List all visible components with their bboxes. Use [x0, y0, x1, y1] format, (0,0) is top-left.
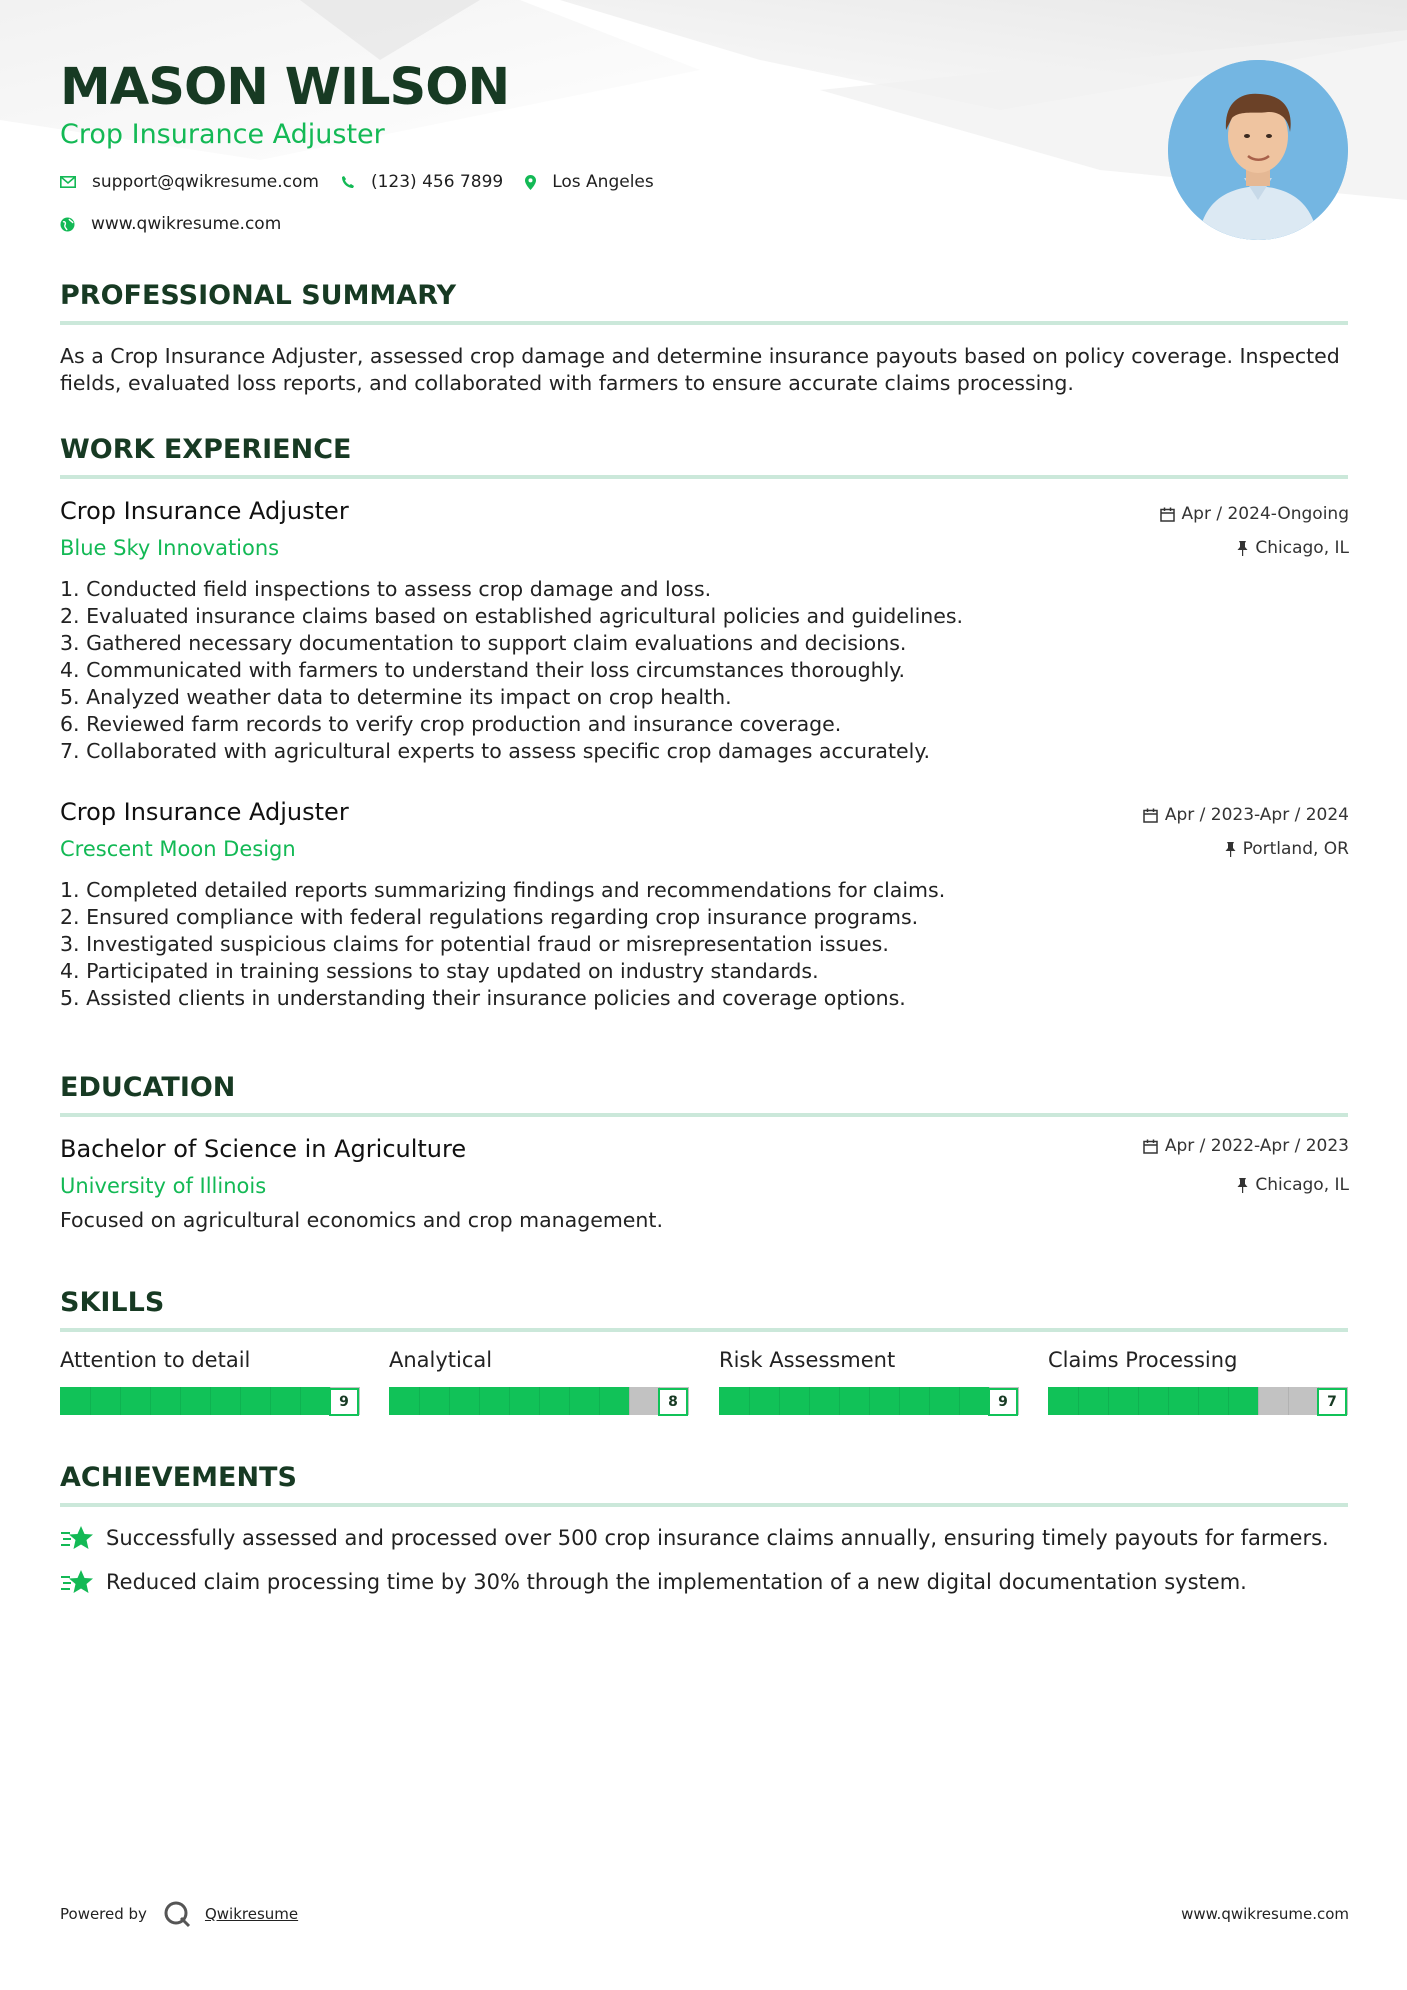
skill-rating-segment	[779, 1387, 780, 1415]
skill-rating-segment	[599, 1387, 600, 1415]
skill-score-badge: 9	[988, 1388, 1018, 1416]
skill-rating-segment	[569, 1387, 570, 1415]
job-company: Crescent Moon Design	[60, 837, 296, 861]
website-text: www.qwikresume.com	[91, 214, 282, 234]
skill-item	[719, 1347, 1019, 1410]
skill-rating-bar	[389, 1387, 689, 1415]
skill-rating-segment	[449, 1387, 450, 1415]
skill-rating-segment	[809, 1387, 810, 1415]
education-dates-text: Apr / 2022-Apr / 2023	[1164, 1136, 1349, 1156]
skill-item	[389, 1347, 689, 1410]
skill-rating-segment	[629, 1387, 630, 1415]
job-duties	[60, 576, 1260, 765]
skill-rating-segment	[1228, 1387, 1229, 1415]
skill-rating-segment	[539, 1387, 540, 1415]
job-dates-text: Apr / 2023-Apr / 2024	[1164, 805, 1349, 825]
duty-item: 1. Completed detailed reports summarizing findings and recommendations for claims.	[60, 878, 946, 902]
achievement-text: Reduced claim processing time by 30% through the implementation of a new digital documentation system.	[106, 1570, 1247, 1594]
skill-rating-segment	[899, 1387, 900, 1415]
skill-rating-segment	[1108, 1387, 1109, 1415]
skill-label: Claims Processing	[1048, 1348, 1238, 1372]
skill-rating-segment	[1258, 1387, 1259, 1415]
email-text: support@qwikresume.com	[92, 172, 319, 192]
skill-rating-fill	[1048, 1387, 1258, 1415]
education-divider	[60, 1113, 1348, 1117]
globe-icon	[60, 217, 75, 232]
summary-heading: PROFESSIONAL SUMMARY	[60, 280, 457, 311]
skill-rating-segment	[1288, 1387, 1289, 1415]
skill-rating-segment	[1168, 1387, 1169, 1415]
education-dates	[1143, 1136, 1349, 1156]
candidate-role: Crop Insurance Adjuster	[60, 119, 385, 150]
skill-rating-segment	[509, 1387, 510, 1415]
qwikresume-link[interactable]: Qwikresume	[204, 1905, 299, 1923]
skill-rating-segment	[1138, 1387, 1139, 1415]
education-school: University of Illinois	[60, 1174, 267, 1198]
qwikresume-logo-icon	[163, 1900, 191, 1928]
duty-item: 5. Assisted clients in understanding their insurance policies and coverage options.	[60, 986, 906, 1010]
education-description: Focused on agricultural economics and crop management.	[60, 1208, 663, 1232]
experience-heading: WORK EXPERIENCE	[60, 434, 352, 465]
skill-rating-segment	[749, 1387, 750, 1415]
map-pin-icon	[525, 175, 536, 190]
phone-text: (123) 456 7899	[370, 172, 504, 192]
summary-divider	[60, 321, 1348, 325]
job-dates-text: Apr / 2024-Ongoing	[1181, 504, 1349, 524]
star-icon	[60, 1568, 94, 1596]
summary-text: As a Crop Insurance Adjuster, assessed crop damage and determine insurance payouts based on policy coverage. Inspected fields, evaluated loss reports, and collaborated with farmers to ensure accurate claims processing.	[60, 344, 1340, 395]
job-title: Crop Insurance Adjuster	[60, 497, 349, 525]
contact-phone[interactable]	[341, 172, 503, 192]
skill-rating-segment	[1078, 1387, 1079, 1415]
skill-item	[1048, 1347, 1348, 1410]
skill-rating-segment	[210, 1387, 211, 1415]
duty-item: 4. Participated in training sessions to stay updated on industry standards.	[60, 959, 819, 983]
skill-rating-segment	[150, 1387, 151, 1415]
skill-rating-segment	[1198, 1387, 1199, 1415]
education-location	[1237, 1175, 1349, 1195]
skill-rating-segment	[929, 1387, 930, 1415]
skill-item	[60, 1347, 360, 1410]
job-dates	[1143, 805, 1349, 825]
footer-website[interactable]: www.qwikresume.com	[1181, 1905, 1349, 1923]
job-dates	[1160, 504, 1349, 524]
skill-score-badge: 9	[329, 1388, 359, 1416]
job-duties	[60, 877, 1260, 1012]
education-location-text: Chicago, IL	[1255, 1175, 1349, 1195]
education-degree: Bachelor of Science in Agriculture	[60, 1135, 467, 1163]
phone-icon	[341, 175, 355, 189]
skill-rating-bar	[1048, 1387, 1348, 1415]
skill-rating-segment	[479, 1387, 480, 1415]
duty-item: 4. Communicated with farmers to understand their loss circumstances thoroughly.	[60, 658, 906, 682]
email-icon	[60, 176, 76, 188]
experience-divider	[60, 475, 1348, 479]
achievement-text: Successfully assessed and processed over 500 crop insurance claims annually, ensuring timely payouts for farmers.	[106, 1526, 1329, 1550]
achievement-item	[60, 1568, 1247, 1596]
skill-rating-fill	[719, 1387, 989, 1415]
achievements-divider	[60, 1503, 1348, 1507]
powered-by-label: Powered by	[60, 1905, 147, 1923]
achievement-item	[60, 1524, 1329, 1552]
skills-divider	[60, 1328, 1348, 1332]
skill-label: Attention to detail	[60, 1348, 251, 1372]
skill-rating-segment	[419, 1387, 420, 1415]
contact-location	[525, 172, 654, 192]
skill-rating-segment	[839, 1387, 840, 1415]
skill-rating-segment	[270, 1387, 271, 1415]
skill-rating-bar	[60, 1387, 360, 1415]
duty-item: 2. Ensured compliance with federal regulations regarding crop insurance programs.	[60, 905, 919, 929]
calendar-icon	[1143, 808, 1158, 823]
skill-rating-segment	[869, 1387, 870, 1415]
duty-item: 1. Conducted field inspections to assess crop damage and loss.	[60, 577, 712, 601]
skill-rating-segment	[90, 1387, 91, 1415]
achievements-heading: ACHIEVEMENTS	[60, 1462, 297, 1493]
footer-powered-by	[60, 1900, 298, 1928]
location-text: Los Angeles	[552, 172, 654, 192]
job-title: Crop Insurance Adjuster	[60, 798, 349, 826]
duty-item: 3. Gathered necessary documentation to support claim evaluations and decisions.	[60, 631, 907, 655]
job-location-text: Portland, OR	[1242, 839, 1349, 859]
duty-item: 3. Investigated suspicious claims for potential fraud or misrepresentation issues.	[60, 932, 889, 956]
skill-score-badge: 8	[658, 1388, 688, 1416]
candidate-name: MASON WILSON	[60, 58, 510, 117]
duty-item: 7. Collaborated with agricultural experts to assess specific crop damages accurately.	[60, 739, 931, 763]
skill-score-badge: 7	[1317, 1388, 1347, 1416]
skill-rating-segment	[959, 1387, 960, 1415]
skill-label: Risk Assessment	[719, 1348, 896, 1372]
contact-website[interactable]	[60, 214, 281, 234]
pushpin-icon	[1225, 842, 1236, 857]
skill-rating-segment	[180, 1387, 181, 1415]
job-location-text: Chicago, IL	[1255, 538, 1349, 558]
skill-rating-bar	[719, 1387, 1019, 1415]
skill-label: Analytical	[389, 1348, 493, 1372]
contact-row-primary	[60, 172, 676, 192]
education-heading: EDUCATION	[60, 1072, 236, 1103]
contact-email[interactable]	[60, 172, 319, 192]
job-location	[1225, 839, 1349, 859]
skill-rating-segment	[300, 1387, 301, 1415]
duty-item: 5. Analyzed weather data to determine its impact on crop health.	[60, 685, 732, 709]
skill-rating-segment	[120, 1387, 121, 1415]
skill-rating-fill	[60, 1387, 330, 1415]
contact-row-secondary	[60, 214, 303, 234]
skills-heading: SKILLS	[60, 1287, 165, 1318]
duty-item: 2. Evaluated insurance claims based on established agricultural policies and guidelines.	[60, 604, 964, 628]
duty-item: 6. Reviewed farm records to verify crop production and insurance coverage.	[60, 712, 842, 736]
star-icon	[60, 1524, 94, 1552]
pushpin-icon	[1237, 541, 1248, 556]
calendar-icon	[1143, 1139, 1158, 1154]
job-location	[1237, 538, 1349, 558]
profile-photo	[1168, 60, 1348, 240]
job-company: Blue Sky Innovations	[60, 536, 280, 560]
calendar-icon	[1160, 507, 1175, 522]
skill-rating-segment	[240, 1387, 241, 1415]
avatar-illustration	[1168, 60, 1348, 240]
pushpin-icon	[1237, 1178, 1248, 1193]
